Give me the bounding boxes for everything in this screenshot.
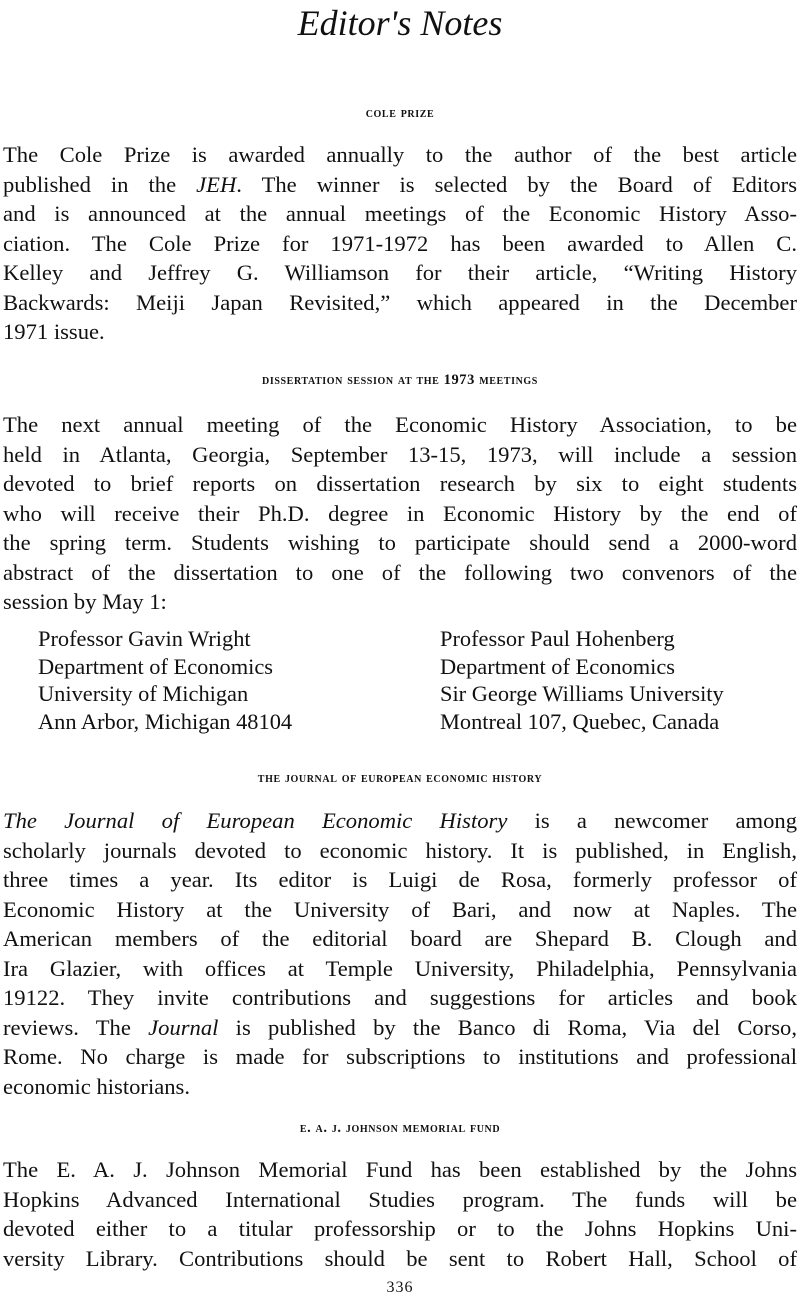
text-line: reviews. The Journal is published by the Banco di Roma, Via del Corso, — [3, 1014, 797, 1040]
cole-prize-paragraph — [3, 140, 797, 347]
text-line: abstract of the dissertation to one of the following two convenors of the — [3, 559, 797, 585]
address-line: University of Michigan — [38, 681, 249, 706]
text-line: held in Atlanta, Georgia, September 13-15, 1973, will include a session — [3, 441, 797, 467]
text-line: 19122. They invite contributions and suggestions for articles and book — [3, 985, 797, 1010]
convenor-left-address — [38, 625, 292, 735]
address-line: Department of Economics — [38, 653, 274, 679]
text-line: three times a year. Its editor is Luigi de Rosa, formerly professor of — [3, 867, 797, 892]
text-line: Hopkins Advanced International Studies program. The funds will be — [3, 1186, 797, 1212]
journal-paragraph — [3, 806, 797, 1101]
address-line: Ann Arbor, Michigan 48104 — [38, 708, 293, 734]
address-line: Professor Gavin Wright — [38, 626, 251, 651]
page-title: Editor's Notes — [297, 3, 503, 43]
text-line: devoted to brief reports on dissertation research by six to eight students — [3, 471, 797, 496]
address-line: Sir George Williams University — [440, 681, 724, 706]
text-line: The E. A. J. Johnson Memorial Fund has been established by the Johns — [3, 1157, 797, 1182]
page-number: 336 — [386, 1279, 414, 1296]
journal-heading: the journal of european economic history — [257, 770, 543, 786]
text-line: Economic History at the University of Bari, and now at Naples. The — [3, 896, 797, 922]
address-line: Montreal 107, Quebec, Canada — [440, 708, 720, 734]
cole-prize-heading: cole prize — [365, 105, 435, 121]
text-line: who will receive their Ph.D. degree in Economic History by the end of — [3, 500, 797, 526]
text-line: The Journal of European Economic History is a newcomer among — [3, 808, 797, 833]
johnson-fund-paragraph — [3, 1155, 797, 1273]
text-line: published in the JEH. The winner is selected by the Board of Editors — [3, 171, 797, 197]
text-line: devoted either to a titular professorship or to the Johns Hopkins Uni- — [3, 1216, 797, 1241]
journal-italic: Journal — [148, 1014, 219, 1040]
johnson-fund-heading: e. a. j. johnson memorial fund — [299, 1120, 501, 1136]
text-line: economic historians. — [3, 1073, 190, 1099]
dissertation-heading: dissertation session at the 1973 meetings — [262, 372, 538, 388]
text-line: scholarly journals devoted to economic history. It is published, in English, — [3, 837, 797, 863]
text-line: ciation. The Cole Prize for 1971-1972 has been awarded to Allen C. — [3, 230, 797, 256]
text-line: Backwards: Meiji Japan Revisited,” which appeared in the December — [3, 289, 797, 315]
text-line: 1971 issue. — [3, 319, 105, 344]
text-line: Ira Glazier, with offices at Temple University, Philadelphia, Pennsylvania — [3, 955, 797, 981]
convenor-right-address — [440, 625, 724, 735]
text-line: the spring term. Students wishing to participate should send a 2000-word — [3, 530, 797, 555]
text-line: session by May 1: — [3, 589, 167, 614]
text-line: versity Library. Contributions should be sent to Robert Hall, School of — [3, 1245, 797, 1271]
text-line: The Cole Prize is awarded annually to the author of the best article — [3, 142, 797, 167]
dissertation-paragraph — [3, 410, 797, 617]
text-line: The next annual meeting of the Economic History Association, to be — [3, 412, 797, 437]
text-line: Kelley and Jeffrey G. Williamson for their article, “Writing History — [3, 260, 797, 285]
text-line: Rome. No charge is made for subscriptions to institutions and professional — [3, 1044, 797, 1069]
address-line: Department of Economics — [440, 653, 676, 679]
text-line: American members of the editorial board are Shepard B. Clough and — [3, 926, 797, 951]
journal-title-italic: The Journal of European Economic History — [3, 808, 508, 833]
journal-abbrev-italic: JEH — [196, 171, 237, 197]
address-line: Professor Paul Hohenberg — [440, 626, 675, 651]
text-line: and is announced at the annual meetings of the Economic History Asso- — [3, 201, 797, 226]
